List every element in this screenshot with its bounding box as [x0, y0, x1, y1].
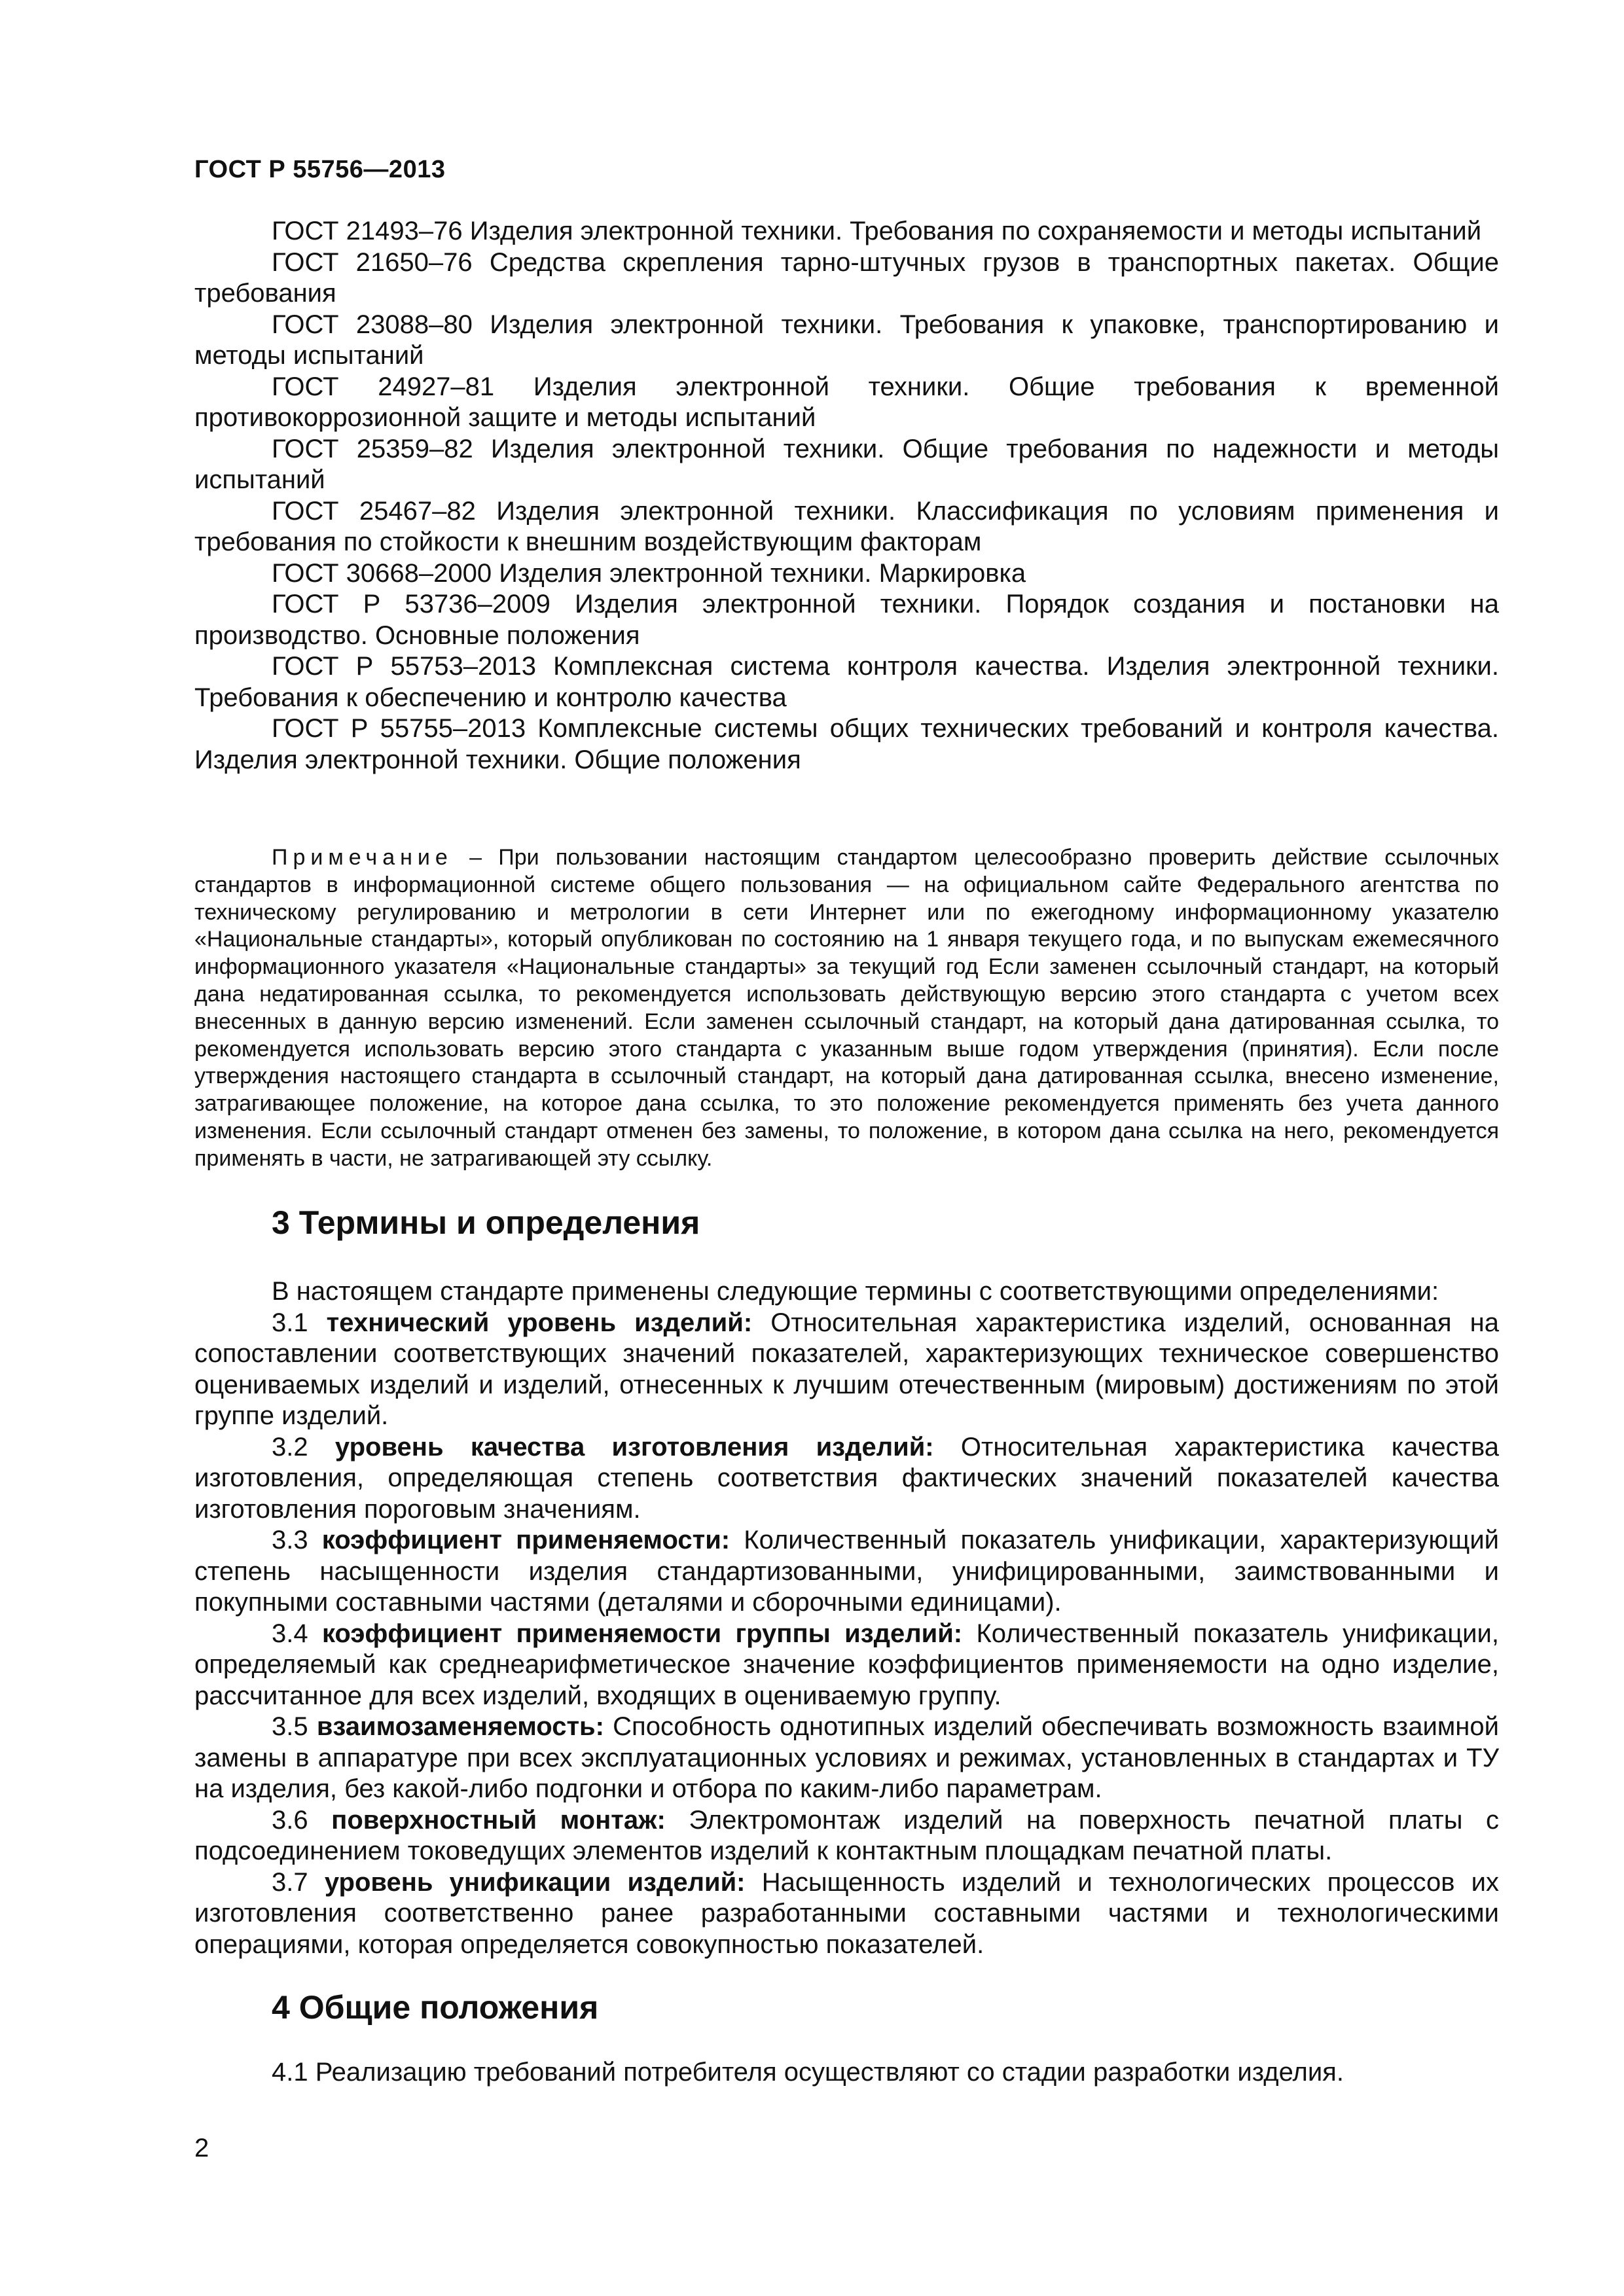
term-item — [194, 1619, 1499, 1712]
section-3-title: 3 Термины и определения — [272, 1204, 700, 1241]
reference-code: ГОСТ Р 55753–2013 — [272, 652, 536, 681]
reference-item — [194, 434, 1499, 496]
page-number: 2 — [194, 2134, 209, 2162]
term-name: взаимозаменяемость: — [316, 1712, 604, 1741]
reference-item — [194, 247, 1499, 310]
term-number: 3.7 — [272, 1867, 308, 1897]
term-number: 3.6 — [272, 1805, 308, 1835]
term-item — [194, 1525, 1499, 1619]
term-definition: Способность однотипных изделий обеспечивать возможность взаимной замены в аппаратуре при всех эксплуатационных условиях и режимах, установленных в стандартах и ТУ на изделия, без какой-либо подгонки и отбора по каким-либо параметрам. — [194, 1712, 1499, 1803]
reference-item — [194, 713, 1499, 776]
term-number: 3.1 — [272, 1308, 308, 1337]
term-name: поверхностный монтаж: — [331, 1805, 666, 1835]
reference-item — [194, 310, 1499, 372]
term-definition: Электромонтаж изделий на поверхность печатной платы с подсоединением токоведущих элементов изделий к контактным площадкам печатной платы. — [194, 1805, 1499, 1865]
note-text: – При пользовании настоящим стандартом целесообразно проверить действие ссылочных стандартов в информационной системе общего пользования — на официальном сайте Федерального агентства по техническому регулированию и метрологии в сети Интернет или по ежегодному информационному указателю «Национальные стандарты», который опубликован по состоянию на 1 января текущего года, и по выпускам ежемесячного информационного указателя «Национальные стандарты» за текущий год Если заменен ссылочный стандарт, на который дана недатированная ссылка, то рекомендуется использовать действующую версию этого стандарта с учетом всех внесенных в данную версию изменений. Если заменен ссылочный стандарт, на который дана датированная ссылка, то рекомендуется использовать версию этого стандарта с указанным выше годом утверждения (принятия). Если после утверждения настоящего стандарта в ссылочный стандарт, на который дана датированная ссылка, внесено изменение, затрагивающее положение, на которое дана ссылка, то это положение рекомендуется применять без учета данного изменения. Если ссылочный стандарт отменен без замены, то положение, в котором дана ссылка на него, рекомендуется применять в части, не затрагивающей эту ссылку. — [194, 845, 1499, 1171]
reference-title: Изделия электронной техники. Порядок создания и постановки на производство. Основные положения — [194, 590, 1499, 650]
reference-code: ГОСТ 25467–82 — [272, 496, 476, 526]
reference-title: Средства скрепления тарно-штучных грузов в транспортных пакетах. Общие требования — [194, 247, 1499, 308]
reference-code: ГОСТ 25359–82 — [272, 434, 473, 463]
term-name: технический уровень изделий: — [326, 1308, 753, 1337]
note-label: Примечание — [272, 845, 453, 870]
terms-list — [194, 1276, 1499, 1960]
term-definition: Относительная характеристика изделий, основанная на сопоставлении соответствующих значений показателей, характеризующих техническое совершенство оцениваемых изделий и изделий, отнесенных к лучшим отечественным (мировым) достижениям по этой группе изделий. — [194, 1308, 1499, 1430]
terms-intro: В настоящем стандарте применены следующие термины с соответствующими определениями: — [272, 1277, 1439, 1306]
reference-title: Изделия электронной техники. Маркировка — [499, 558, 1026, 588]
section-4-title: 4 Общие положения — [272, 1989, 599, 2026]
reference-title: Изделия электронной техники. Требования по сохраняемости и методы испытаний — [469, 217, 1482, 245]
reference-item — [194, 216, 1499, 247]
term-definition: Насыщенность изделий и технологических процессов их изготовления соответственно ранее разработанными составными частями и технологическими операциями, которая определяется совокупностью показателей. — [194, 1867, 1499, 1959]
reference-item — [194, 589, 1499, 651]
reference-title: Комплексная система контроля качества. Изделия электронной техники. Требования к обеспечению и контролю качества — [194, 652, 1499, 712]
reference-code: ГОСТ 23088–80 — [272, 310, 473, 339]
reference-code: ГОСТ 21493–76 — [272, 217, 463, 245]
term-name: уровень унификации изделий: — [324, 1867, 746, 1897]
reference-code: ГОСТ Р 53736–2009 — [272, 590, 550, 619]
term-number: 3.4 — [272, 1619, 308, 1648]
term-definition: Относительная характеристика качества изготовления, определяющая степень соответствия фактических значений показателей качества изготовления пороговым значениям. — [194, 1432, 1499, 1524]
term-number: 3.5 — [272, 1712, 308, 1741]
term-item — [194, 1308, 1499, 1432]
general-provisions — [194, 2057, 1499, 2089]
reference-item — [194, 558, 1499, 590]
term-item — [194, 1805, 1499, 1867]
reference-title: Изделия электронной техники. Требования к упаковке, транспортированию и методы испытаний — [194, 310, 1499, 370]
document-header: ГОСТ Р 55756—2013 — [194, 156, 446, 183]
reference-title: Изделия электронной техники. Общие требования по надежности и методы испытаний — [194, 434, 1499, 494]
reference-code: ГОСТ 30668–2000 — [272, 558, 492, 588]
reference-item — [194, 496, 1499, 558]
reference-title: Комплексные системы общих технических требований и контроля качества. Изделия электронной техники. Общие положения — [194, 714, 1500, 774]
reference-item — [194, 651, 1499, 713]
normative-references-list — [194, 216, 1499, 776]
reference-title: Изделия электронной техники. Общие требования к временной противокоррозионной защите и методы испытаний — [194, 372, 1499, 432]
paragraph: 4.1 Реализацию требований потребителя осуществляют со стадии разработки изделия. — [272, 2058, 1344, 2087]
term-item — [194, 1432, 1499, 1526]
term-definition: Количественный показатель унификации, характеризующий степень насыщенности изделия стандартизованными, унифицированными, заимствованными и покупными составными частями (деталями и сборочными единицами). — [194, 1526, 1499, 1617]
term-item — [194, 1712, 1499, 1805]
term-item — [194, 1867, 1499, 1961]
term-name: коэффициент применяемости: — [321, 1526, 731, 1554]
reference-item — [194, 372, 1499, 434]
reference-code: ГОСТ 21650–76 — [272, 247, 473, 277]
term-name: уровень качества изготовления изделий: — [334, 1432, 934, 1462]
term-name: коэффициент применяемости группы изделий: — [321, 1619, 963, 1648]
reference-code: ГОСТ 24927–81 — [272, 372, 495, 401]
reference-title: Изделия электронной техники. Классификация по условиям применения и требования по стойкости к внешним воздействующим факторам — [194, 496, 1499, 556]
term-number: 3.2 — [272, 1432, 308, 1462]
references-note — [194, 844, 1499, 1173]
term-definition: Количественный показатель унификации, определяемый как среднеарифметическое значение коэффициентов применяемости на одно изделие, рассчитанное для всех изделий, входящих в оцениваемую группу. — [194, 1619, 1499, 1710]
term-number: 3.3 — [272, 1526, 308, 1554]
reference-code: ГОСТ Р 55755–2013 — [272, 714, 526, 743]
